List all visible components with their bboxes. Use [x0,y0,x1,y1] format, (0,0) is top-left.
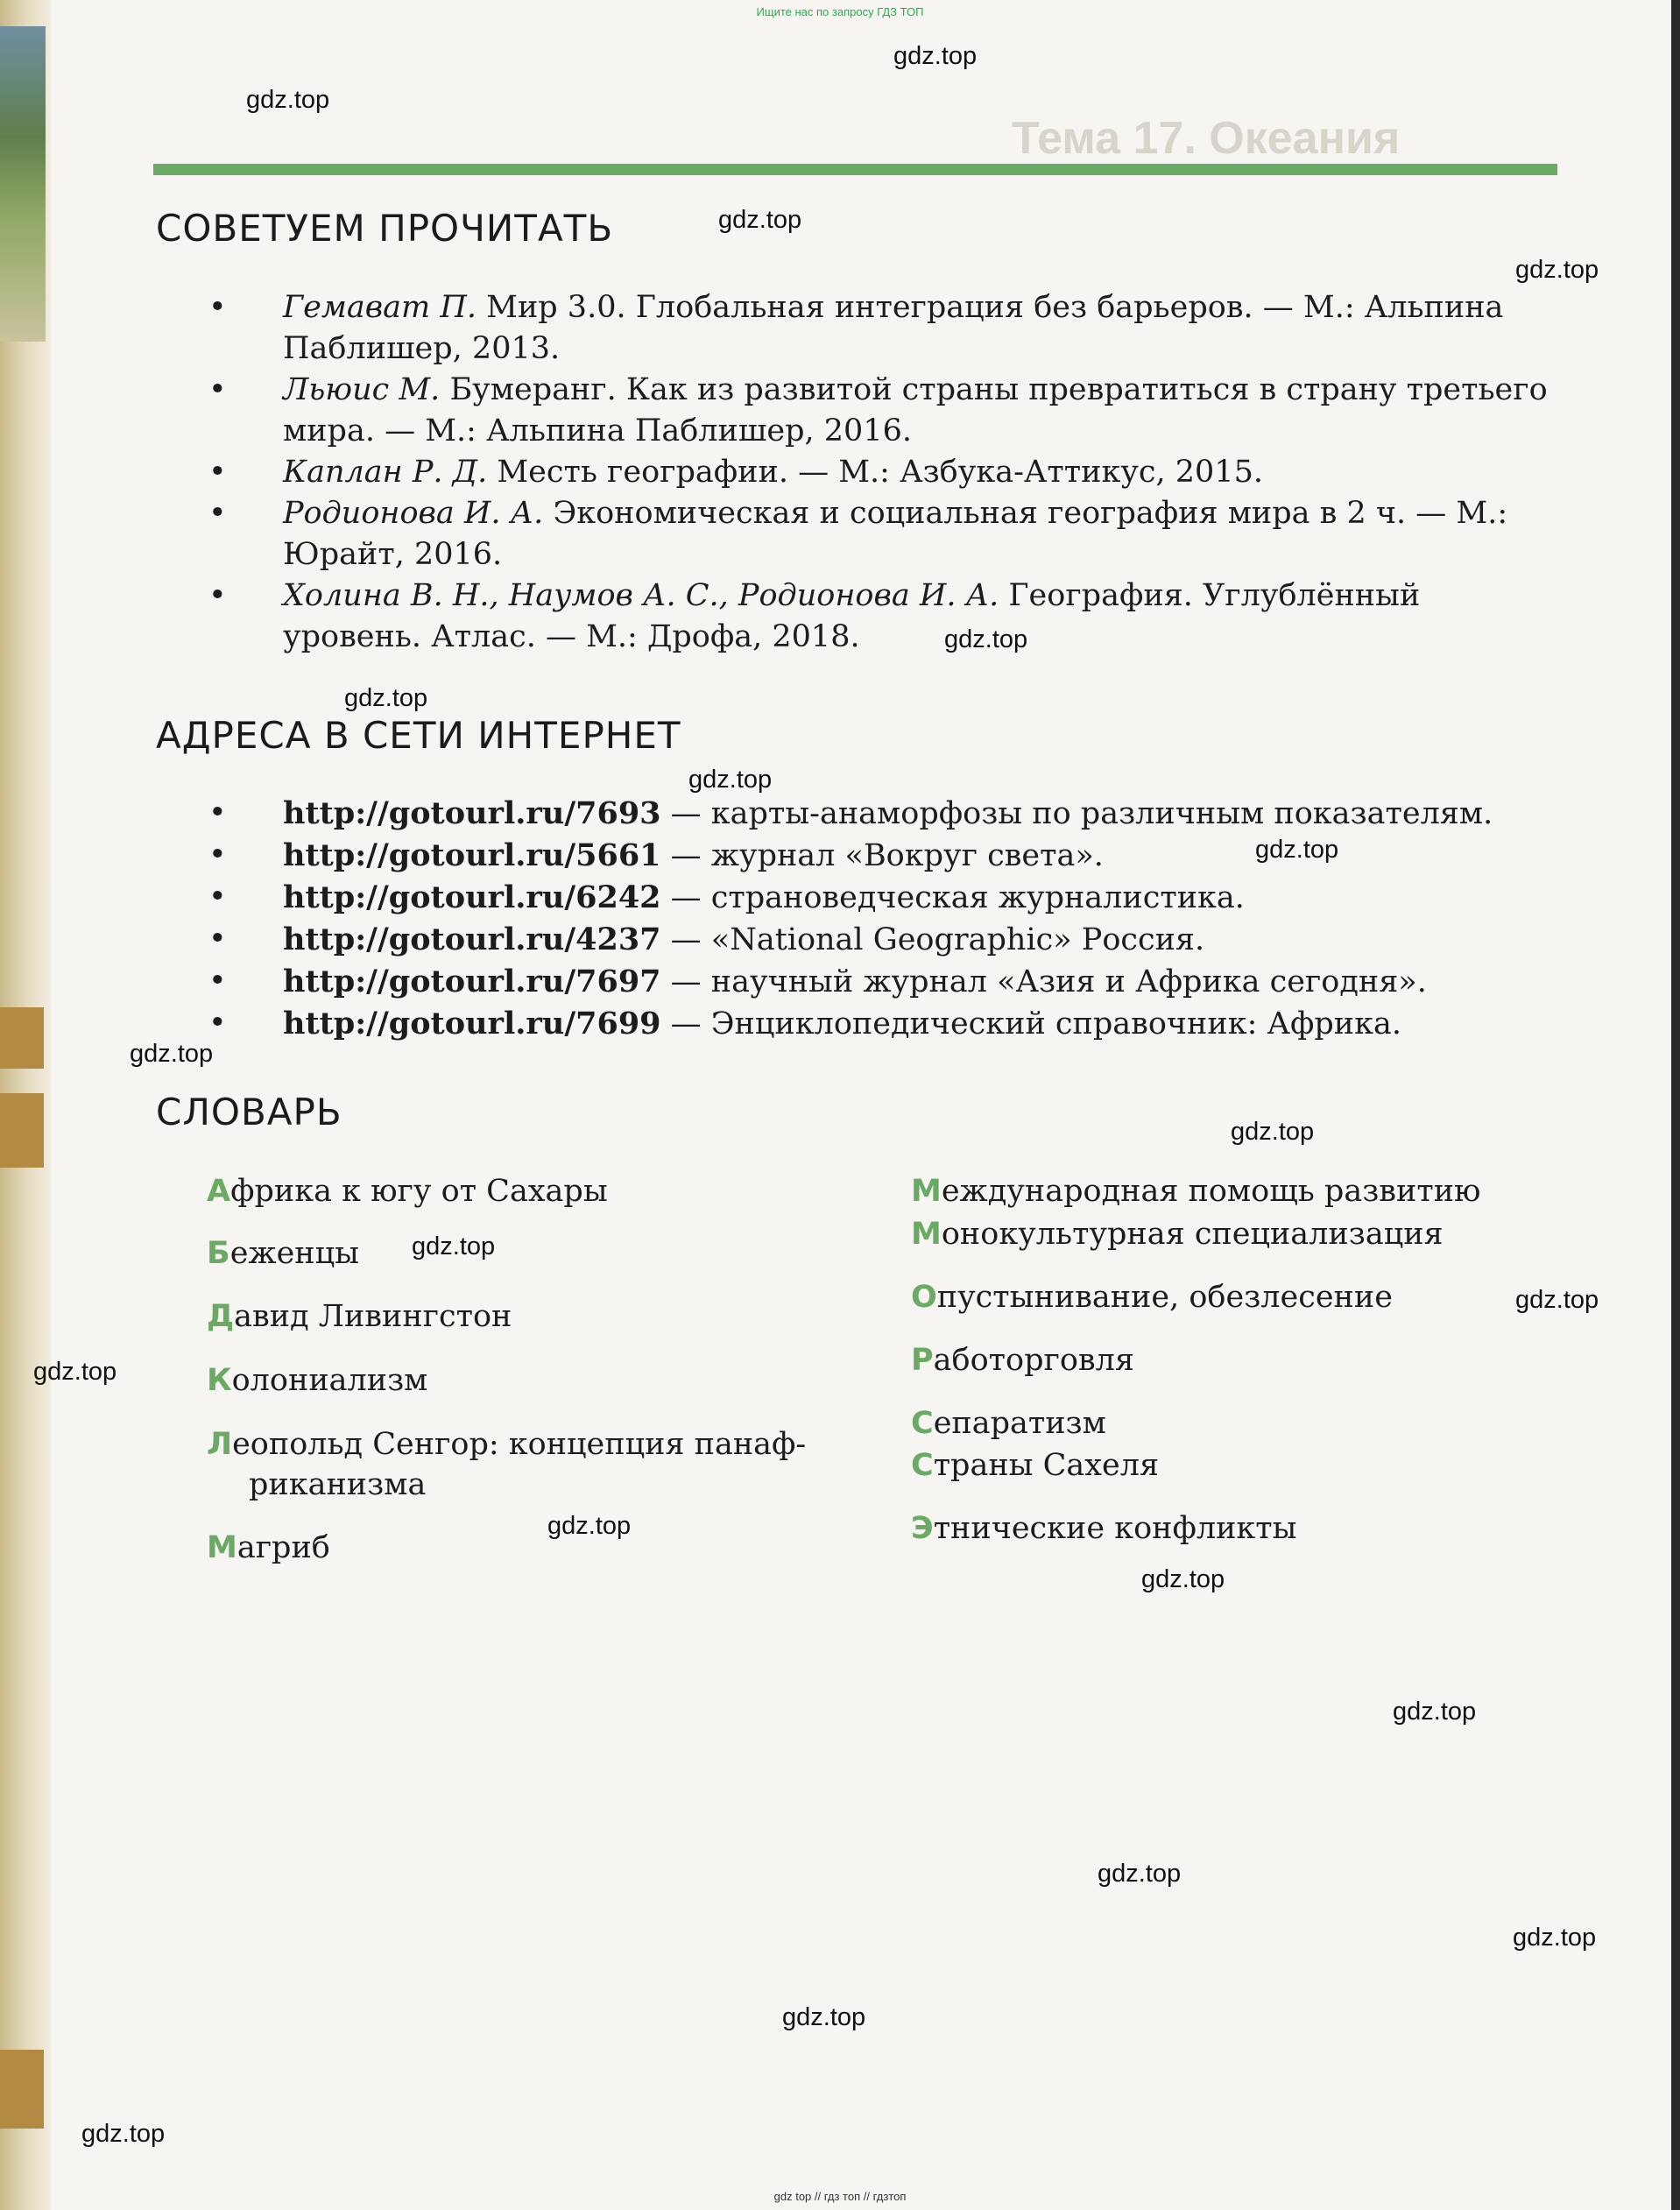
watermark: gdz.top [344,684,428,712]
watermark: gdz.top [1513,1924,1597,1952]
list-item: • http://gotourl.ru/7697 — научный журнал «Азия и Африка сегодня». [208,964,1427,999]
watermark: gdz.top [1141,1565,1225,1593]
internet-list [208,793,1557,1045]
list-item: • Холина В. Н., Наумов А. С., Родионова И. А. География. Углублённый уровень. Атлас. — М.: Дрофа, 2018. [208,578,1421,654]
url-link[interactable]: http://gotourl.ru/7699 [283,1006,661,1041]
header-caption: Ищите нас по запросу ГДЗ ТОП [756,5,924,18]
list-item: • http://gotourl.ru/5661 — журнал «Вокруг света». [208,837,1104,873]
dictionary-term: Опустынивание, обезлесение [911,1280,1393,1315]
watermark: gdz.top [547,1512,632,1540]
watermark: gdz.top [1255,836,1339,864]
url-link[interactable]: http://gotourl.ru/4237 [283,921,661,957]
dictionary-term: Леопольд Сенгор: концепция панаф- риканизма [207,1427,807,1502]
list-item: • http://gotourl.ru/7693 — карты-анаморфозы по различным показателям. [208,795,1493,831]
list-item: • http://gotourl.ru/4237 — «National Geographic» Россия. [208,921,1205,957]
edge-photo [0,26,46,342]
edge-block [0,1093,44,1168]
list-item: • Гемават П. Мир 3.0. Глобальная интеграция без барьеров. — М.: Альпина Паблишер, 2013. [208,290,1504,366]
watermark: gdz.top [33,1358,117,1386]
dictionary-term: Монокультурная специализация [911,1217,1444,1252]
watermark: gdz.top [1515,1286,1599,1314]
dictionary-title: СЛОВАРЬ [156,1091,342,1133]
edge-block [0,2050,44,2129]
list-item: • Каплан Р. Д. Месть географии. — М.: Азбука-Аттикус, 2015. [208,455,1263,490]
list-item: • Льюис М. Бумеранг. Как из развитой страны превратиться в страну третьего мира. — М.: Альпина Паблишер, 2016. [208,372,1548,448]
url-link[interactable]: http://gotourl.ru/7693 [283,795,661,831]
watermark: gdz.top [1515,256,1599,284]
watermark: gdz.top [688,766,773,794]
edge-block [0,1007,44,1069]
watermark: gdz.top [782,2003,866,2031]
watermark: gdz.top [81,2120,166,2148]
dictionary-term: Давид Ливингстон [207,1299,512,1334]
watermark: gdz.top [1098,1860,1182,1888]
list-item: • http://gotourl.ru/7699 — Энциклопедический справочник: Африка. [208,1006,1401,1041]
url-link[interactable]: http://gotourl.ru/7697 [283,964,661,999]
dictionary-term: Работорговля [911,1343,1134,1378]
watermark: gdz.top [893,42,978,70]
watermark: gdz.top [246,86,330,114]
list-item: • http://gotourl.ru/6242 — страноведческая журналистика. [208,879,1245,915]
dictionary-term: Беженцы [207,1236,360,1271]
page-edge-right [1671,0,1680,2210]
dictionary-term: Магриб [207,1530,330,1565]
dictionary-term: Сепаратизм [911,1406,1106,1441]
watermark: gdz.top [412,1232,496,1260]
dictionary-term: Страны Сахеля [911,1448,1160,1483]
internet-title: АДРЕСА В СЕТИ ИНТЕРНЕТ [156,714,681,757]
reading-title: СОВЕТУЕМ ПРОЧИТАТЬ [156,207,614,250]
footer-caption: gdz top // гдз топ // гдзтоп [773,2190,907,2203]
watermark: gdz.top [718,206,802,234]
watermark: gdz.top [1231,1118,1315,1146]
url-link[interactable]: http://gotourl.ru/5661 [283,837,661,873]
url-link[interactable]: http://gotourl.ru/6242 [283,879,661,915]
ghost-title: Тема 17. Океания [1012,113,1401,164]
watermark: gdz.top [1393,1698,1477,1726]
dictionary-term: Колониализм [207,1363,428,1398]
dictionary-term: Международная помощь развитию [911,1174,1481,1209]
dictionary-term: Этнические конфликты [911,1511,1297,1546]
dictionary-term: Африка к югу от Сахары [207,1174,608,1209]
list-item: • Родионова И. А. Экономическая и социальная география мира в 2 ч. — М.: Юрайт, 2016. [208,496,1508,572]
watermark: gdz.top [130,1040,214,1068]
green-rule [153,164,1557,175]
watermark: gdz.top [944,625,1028,653]
reading-list [208,287,1557,658]
